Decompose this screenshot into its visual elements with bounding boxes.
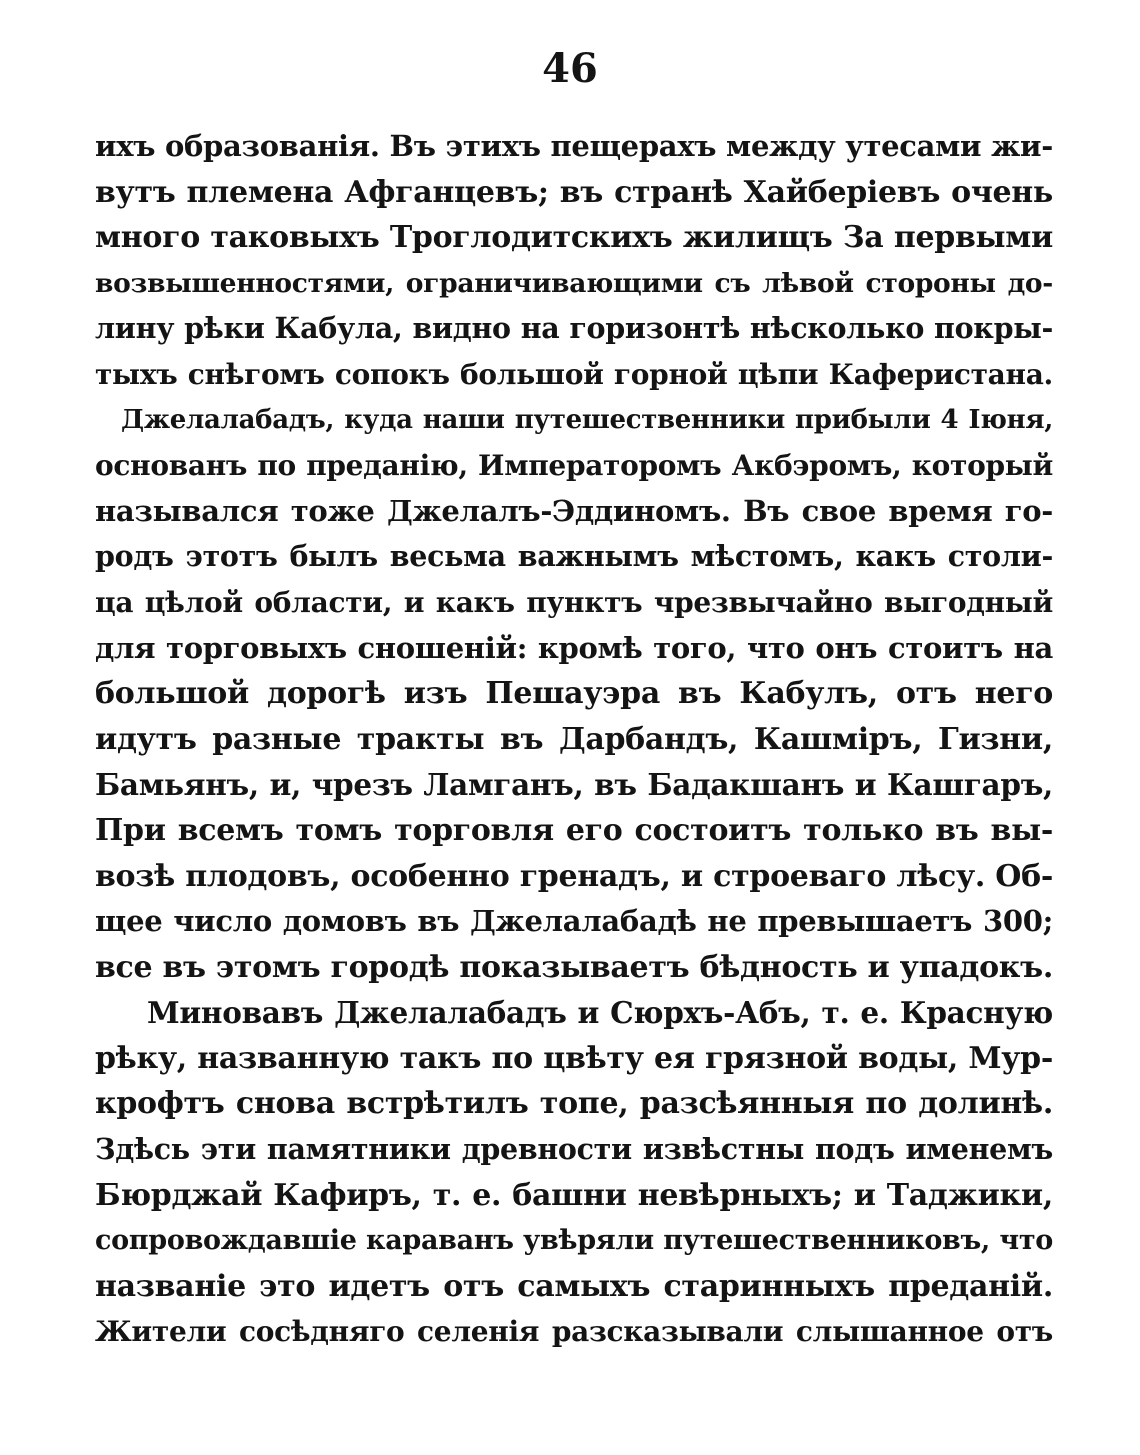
text-line: возѣ плодовъ, особенно гренадъ, и строеваго лѣсу. Об- xyxy=(95,858,1053,894)
text-line: При всемъ томъ торговля его состоитъ только въ вы- xyxy=(95,812,1053,848)
text-line: назывался тоже Джелалъ-Эддиномъ. Въ свое время го- xyxy=(95,493,1053,528)
text-line: Здѣсь эти памятники древности извѣстны подъ именемъ xyxy=(95,1132,1053,1167)
text-line: для торговыхъ сношеній: кромѣ того, что онъ стоитъ на xyxy=(95,630,1053,665)
text-line: Бюрджай Кафиръ, т. е. башни невѣрныхъ; и Таджики, xyxy=(95,1177,1053,1213)
text-line: щее число домовъ въ Джелалабадѣ не превышаетъ 300; xyxy=(95,904,1053,939)
text-line: Джелалабадъ, куда наши путешественники прибыли 4 Іюня, xyxy=(121,404,1053,435)
text-line: вутъ племена Афганцевъ; въ странѣ Хайберіевъ очень xyxy=(95,174,1053,210)
text-line: сопровождавшіе караванъ увѣряли путешественниковъ, что xyxy=(95,1225,1053,1257)
paragraph-3 xyxy=(95,990,1053,1355)
body-text xyxy=(95,124,1053,1355)
text-line: названіе это идетъ отъ самыхъ старинныхъ преданій. xyxy=(95,1268,1053,1304)
text-line: большой дорогѣ изъ Пешауэра въ Кабулъ, отъ него xyxy=(95,676,1053,712)
text-line: Жители сосѣдняго селенія разсказывали слышанное отъ xyxy=(95,1315,1053,1349)
text-line: возвышенностями, ограничивающими съ лѣвой стороны до- xyxy=(95,267,1053,299)
text-line: ихъ образованія. Въ этихъ пещерахъ между утесами жи- xyxy=(95,129,1053,163)
page-number: 46 xyxy=(542,45,598,92)
text-line: рѣку, названную такъ по цвѣту ея грязной воды, Мур- xyxy=(95,1040,1053,1076)
text-line: идутъ разные тракты въ Дарбандъ, Кашміръ, Гизни, xyxy=(95,721,1053,757)
text-line: родъ этотъ былъ весьма важнымъ мѣстомъ, какъ столи- xyxy=(95,539,1053,574)
text-line: Бамьянъ, и, чрезъ Ламганъ, въ Бадакшанъ и Кашгаръ, xyxy=(95,767,1053,803)
text-line: тыхъ снѣгомъ сопокъ большой горной цѣпи Каферистана. xyxy=(95,357,1053,391)
text-line: все въ этомъ городѣ показываетъ бѣдность и упадокъ. xyxy=(95,949,1053,985)
text-line: крофтъ снова встрѣтилъ топе, разсѣянныя по долинѣ. xyxy=(95,1086,1053,1122)
paragraph-2 xyxy=(95,398,1053,991)
text-line: лину рѣки Кабула, видно на горизонтѣ нѣсколько покры- xyxy=(95,311,1053,346)
text-line: основанъ по преданію, Императоромъ Акбэромъ, который xyxy=(95,449,1053,483)
text-line: Миновавъ Джелалабадъ и Сюрхъ-Абъ, т. е. Красную xyxy=(147,995,1053,1031)
text-line: ца цѣлой области, и какъ пунктъ чрезвычайно выгодный xyxy=(95,585,1053,619)
paragraph-1 xyxy=(95,124,1053,398)
text-line: много таковыхъ Троглодитскихъ жилищъ За первыми xyxy=(95,220,1053,256)
